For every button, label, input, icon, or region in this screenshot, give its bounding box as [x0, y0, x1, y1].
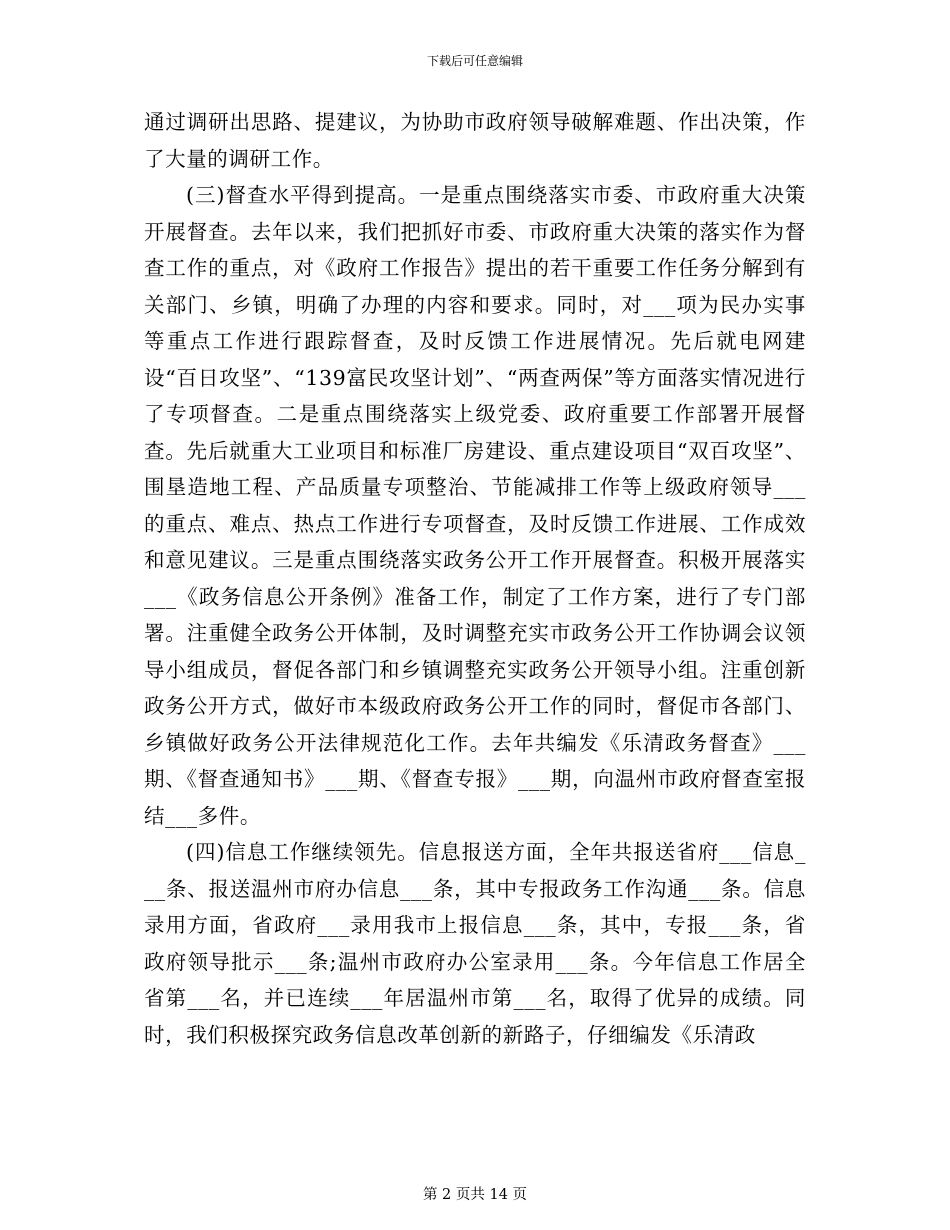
paragraph-continuation: 通过调研出思路、提建议，为协助市政府领导破解难题、作出决策，作了大量的调研工作。	[144, 110, 806, 171]
paragraph-supervision: (三)督查水平得到提高。一是重点围绕落实市委、市政府重大决策开展督查。去年以来，我们把抓好市委、市政府重大决策的落实作为督查工作的重点，对《政府工作报告》提出的若干重要工作任务分解到有关部门、乡镇，明确了办理的内容和要求。同时，对___项为民办实事等重点工作进行跟踪督查，及时反馈工作进展情况。先后就电网建设“百日攻坚”、“139富民攻坚计划”、“两查两保”等方面落实情况进行了专项督查。二是重点围绕落实上级党委、政府重要工作部署开展督查。先后就重大工业项目和标准厂房建设、重点建设项目“双百攻坚”、围垦造地工程、产品质量专项整治、节能减排工作等上级政府领导___的重点、难点、热点工作进行专项督查，及时反馈工作进展、工作成效和意见建议。三是重点围绕落实政务公开工作开展督查。积极开展落实___《政务信息公开条例》准备工作，制定了工作方案，进行了专门部署。注重健全政务公开体制，及时调整充实市政务公开工作协调会议领导小组成员，督促各部门和乡镇调整充实政务公开领导小组。注重创新政务公开方式，做好市本级政府政务公开工作的同时，督促市各部门、乡镇做好政务公开法律规范化工作。去年共编发《乐清政务督查》___期、《督查通知书》___期、《督查专报》___期，向温州市政府督查室报结___多件。	[144, 183, 806, 828]
page-footer: 第 2 页共 14 页	[422, 1187, 528, 1203]
paragraph-information: (四)信息工作继续领先。信息报送方面，全年共报送省府___信息___条、报送温州市府办信息___条，其中专报政务工作沟通___条。信息录用方面，省政府___录用我市上报信息___条，其中，专报___条，省政府领导批示___条;温州市政府办公室录用___条。今年信息工作居全省第___名，并已连续___年居温州市第___名，取得了优异的成绩。同时，我们积极探究政务信息改革创新的新路子，仔细编发《乐清政	[144, 840, 806, 1047]
page-header: 下载后可任意编辑	[426, 54, 523, 68]
document-body	[144, 104, 806, 1053]
